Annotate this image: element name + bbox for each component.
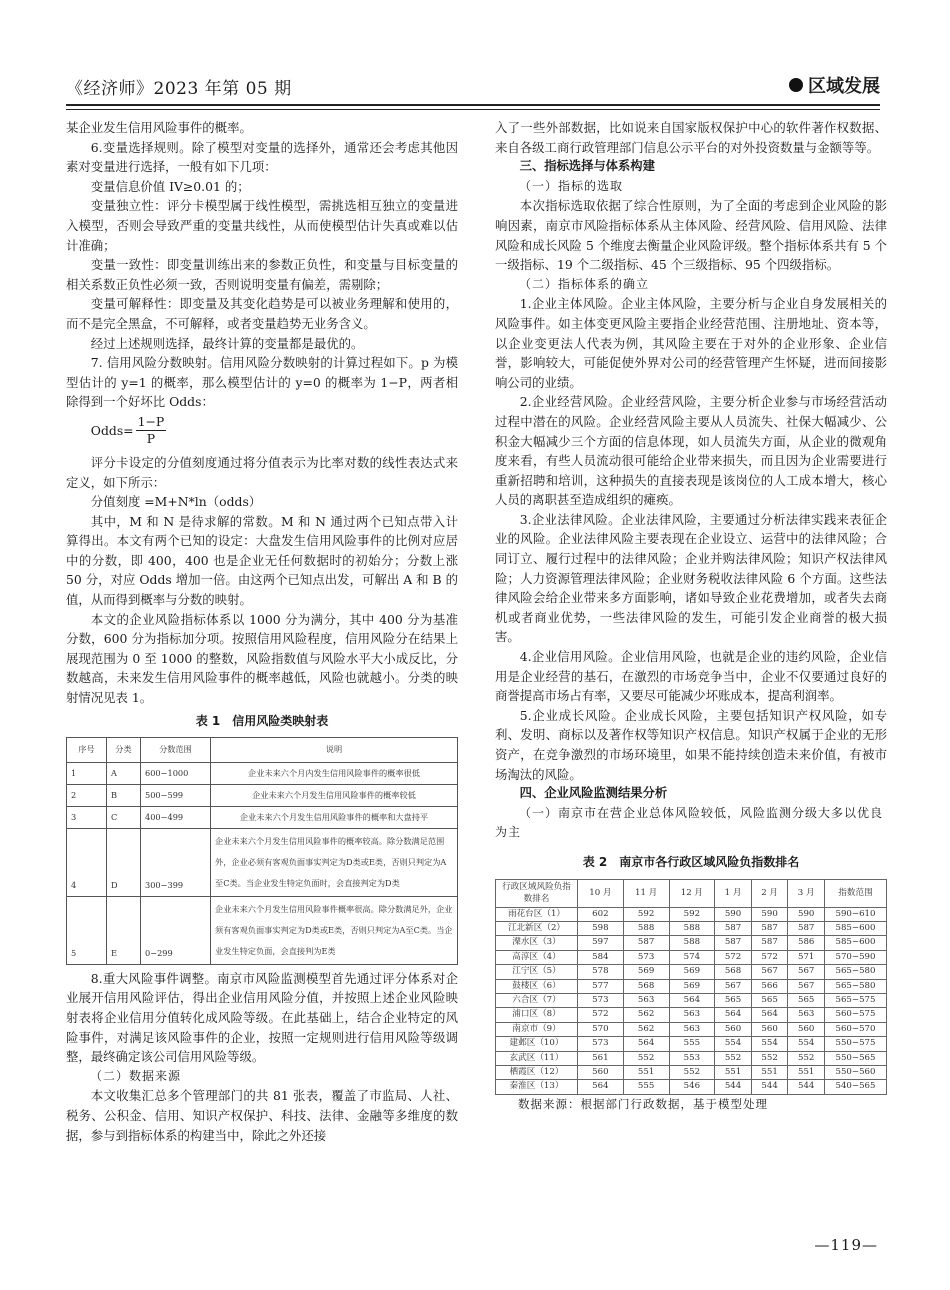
- table-cell: 564: [578, 1080, 624, 1094]
- table-cell: 555: [623, 1080, 669, 1094]
- table-cell: 562: [623, 1008, 669, 1022]
- right-column: [495, 118, 887, 1114]
- section-label: 区域发展: [808, 76, 880, 97]
- table-cell: 552: [669, 1066, 715, 1080]
- table-cell: 574: [669, 950, 715, 964]
- table-cell: A: [107, 762, 141, 784]
- table-cell: 3: [67, 806, 107, 828]
- table-body: [496, 907, 887, 1094]
- subsection-heading: （二）数据来源: [90, 1068, 182, 1083]
- table-cell: 560−575: [825, 1008, 887, 1022]
- table-cell: 564: [715, 1008, 752, 1022]
- section-heading: 三、指标选择与体系构建: [519, 159, 655, 174]
- table-cell: 玄武区（11）: [496, 1051, 578, 1065]
- table-cell: 560: [578, 1066, 624, 1080]
- table-cell: 567: [788, 965, 825, 979]
- table-cell: 585−600: [825, 921, 887, 935]
- table-cell: 584: [578, 950, 624, 964]
- table-row: [496, 950, 887, 964]
- paragraph: 变量可解释性：即变量及其变化趋势是可以被业务理解和使用的，而不是完全黑盒，不可解释，或者变量趋势无业务含义。: [66, 296, 458, 331]
- table-cell: 551: [788, 1066, 825, 1080]
- table-header: 12 月: [669, 879, 715, 907]
- table-cell: 544: [715, 1080, 752, 1094]
- table-cell: 602: [578, 907, 624, 921]
- table-row: [496, 979, 887, 993]
- table-header: 说明: [211, 738, 458, 763]
- table-cell: 企业未来六个月发生信用风险事件概率很高。除分数满足外，企业须有客观负面事实判定为D类或E类，否则只判定为A至C类。当企业发生特定负面，会直接判为E类: [211, 896, 458, 964]
- paragraph: 7. 信用风险分数映射。信用风险分数映射的计算过程如下。p 为模型估计的 y=1 的概率，那么模型估计的 y=0 的概率为 1−P，两者相除得到一个好坏比 Odds：: [66, 355, 458, 410]
- table-cell: 1: [67, 762, 107, 784]
- section-title: [789, 72, 880, 98]
- table-cell: E: [107, 896, 141, 964]
- table-cell: 560: [751, 1022, 788, 1036]
- table-cell: 573: [578, 1037, 624, 1051]
- table-cell: 564: [623, 1037, 669, 1051]
- table-cell: 569: [669, 979, 715, 993]
- paragraph: 本次指标选取依据了综合性原则，为了全面的考虑到企业风险的影响因素，南京市风险指标体系从主体风险、经营风险、信用风险、法律风险和成长风险 5 个维度去衡量企业风险评级。整个指标体系共有 5 个一级指标、19 个二级指标、45 个三级指标、95 个四级指标。: [495, 198, 887, 273]
- table-row: [496, 1051, 887, 1065]
- table-header: 序号: [67, 738, 107, 763]
- table-cell: 561: [578, 1051, 624, 1065]
- paragraph: 某企业发生信用风险事件的概率。: [66, 120, 252, 135]
- paragraph: 分值刻度 =M+N*ln（odds）: [90, 494, 262, 510]
- paragraph: 本文收集汇总多个管理部门的共 81 张表，覆盖了市监局、人社、税务、公积金、信用、知识产权保护、科技、法律、金融等多维度的数据，参与到指标体系的构建当中，除此之外还接: [66, 1088, 458, 1143]
- table-cell: C: [107, 806, 141, 828]
- table-cell: 565: [788, 994, 825, 1008]
- table-cell: 571: [788, 950, 825, 964]
- table-cell: 588: [623, 921, 669, 935]
- table-cell: 江北新区（2）: [496, 921, 578, 935]
- table-cell: 565: [751, 994, 788, 1008]
- table-header: 3 月: [788, 879, 825, 907]
- table-cell: 588: [669, 936, 715, 950]
- table-cell: 598: [578, 921, 624, 935]
- subsection-heading: （一）指标的选取: [519, 178, 624, 193]
- table-cell: 590: [788, 907, 825, 921]
- table-row: [67, 762, 458, 784]
- table-cell: 563: [623, 994, 669, 1008]
- table-cell: 秦淮区（13）: [496, 1080, 578, 1094]
- table-cell: 企业未来六个月发生信用风险事件的概率较高。除分数满足范围外，企业必须有客观负面事实判定为D类或E类，否则只判定为A至C类。当企业发生特定负面时，会直接判定为D类: [211, 828, 458, 896]
- table-cell: 企业未来六个月发生信用风险事件的概率较低: [211, 784, 458, 806]
- table1-caption: 表 1 信用风险类映射表: [195, 713, 329, 728]
- table-cell: 雨花台区（1）: [496, 907, 578, 921]
- subsection-heading: （二）指标体系的确立: [519, 276, 650, 291]
- table-cell: 592: [669, 907, 715, 921]
- paragraph: 2.企业经营风险。企业经营风险，主要分析企业参与市场经营活动过程中潜在的风险。企业经营风险主要从人员流失、社保大幅减少、公积金大幅减少三个方面的信息体现，如人员流失方面，从企业的微观角度来看，有些人员流动很可能给企业带来损失，而且因为企业需要进行重新招聘和培训，这种损失的直接表现是该岗位的人工成本增大，核心人员的离职甚至造成组织的瘫痪。: [495, 394, 887, 508]
- table-cell: 590−610: [825, 907, 887, 921]
- table-row: [496, 965, 887, 979]
- table-cell: 572: [751, 950, 788, 964]
- table-cell: 562: [623, 1022, 669, 1036]
- table-cell: 552: [788, 1051, 825, 1065]
- table-cell: 552: [751, 1051, 788, 1065]
- table-cell: 573: [623, 950, 669, 964]
- table-cell: 577: [578, 979, 624, 993]
- paragraph: 5.企业成长风险。企业成长风险，主要包括知识产权风险，如专利、发明、商标以及著作权等知识产权信息。知识产权属于企业的无形资产，在竞争激烈的市场环境里，如果不能持续创造未来价值，有被市场淘汰的风险。: [495, 707, 887, 782]
- table-header: 行政区域风险负指数排名: [496, 879, 578, 907]
- table-cell: 588: [669, 921, 715, 935]
- table-header: 指数范围: [825, 879, 887, 907]
- table-cell: 563: [669, 1008, 715, 1022]
- table-row: [496, 921, 887, 935]
- table-cell: 560: [788, 1022, 825, 1036]
- table-row: [496, 907, 887, 921]
- paragraph: 本文的企业风险指标体系以 1000 分为满分，其中 400 分为基准分数，600 分为指标加分项。按照信用风险程度，信用风险分在结果上展现范围为 0 至 1000 的整数，风险指数值与风险水平大小成反比，分数越高，未来发生信用风险事件的概率越低，风险也就越小。分类的映射情况见表 1。: [66, 611, 458, 706]
- table-cell: 300−399: [141, 828, 211, 896]
- table-row: [67, 784, 458, 806]
- table-cell: 552: [715, 1051, 752, 1065]
- table-header: 分类: [107, 738, 141, 763]
- table-cell: 560−570: [825, 1022, 887, 1036]
- table-cell: 573: [578, 994, 624, 1008]
- table-cell: 560: [715, 1022, 752, 1036]
- bullet-dot-icon: [789, 78, 803, 92]
- paragraph: 8.重大风险事件调整。南京市风险监测模型首先通过评分体系对企业展开信用风险评估，得出企业信用风险分值，并按照上述企业风险映射表将企业信用分值转化成风险等级。在此基础上，结合企业特定的风险事件，对满足该风险事件的企业，按照一定规则进行信用风险等级调整，最终确定该公司信用风险等级。: [66, 970, 458, 1065]
- table-cell: 592: [623, 907, 669, 921]
- paragraph: 其中，M 和 N 是待求解的常数。M 和 N 通过两个已知点带入计算得出。本文有两个已知的设定：大盘发生信用风险事件的比例对应居中的分数，即 400，400 也是企业无任何数据时的初始分；分数上涨 50 分，对应 Odds 增加一倍。由这两个已知点出发，可解出 A 和 B 的值，从而得到概率与分数的映射。: [66, 513, 458, 608]
- table-row: [496, 1066, 887, 1080]
- table-cell: 鼓楼区（6）: [496, 979, 578, 993]
- table-row: [67, 896, 458, 964]
- table-row: [67, 828, 458, 896]
- table-cell: 570−590: [825, 950, 887, 964]
- table2-caption: 表 2 南京市各行政区域风险负指数排名: [582, 854, 800, 869]
- paragraph: 3.企业法律风险。企业法律风险，主要通过分析法律实践来表征企业的风险。企业法律风险主要表现在企业设立、运营中的法律风险；合同订立、履行过程中的法律风险；企业并购法律风险；知识产权法律风险；人力资源管理法律风险；企业财务税收法律风险 6 个方面。这些法律风险会给企业带来多方面影响，诸如导致企业花费增加，或者失去商机或者商业优势，一些法律风险的发生，可能引发企业商誉的极大损害。: [495, 511, 887, 645]
- table-cell: 563: [669, 1022, 715, 1036]
- table-cell: 563: [788, 1008, 825, 1022]
- table-cell: 5: [67, 896, 107, 964]
- table-cell: 565−580: [825, 965, 887, 979]
- table-cell: 567: [751, 965, 788, 979]
- table-cell: 568: [623, 979, 669, 993]
- header-rule-thin: [66, 109, 880, 110]
- table-cell: 552: [623, 1051, 669, 1065]
- table-cell: 企业未来六个月内发生信用风险事件的概率很低: [211, 762, 458, 784]
- table-cell: 587: [623, 936, 669, 950]
- table-cell: 578: [578, 965, 624, 979]
- table-cell: 540−565: [825, 1080, 887, 1094]
- journal-issue: 《经济师》2023 年第 05 期: [66, 79, 292, 99]
- table-cell: 544: [751, 1080, 788, 1094]
- table-cell: 栖霞区（12）: [496, 1066, 578, 1080]
- table-row: [496, 936, 887, 950]
- table-cell: 587: [715, 936, 752, 950]
- table-cell: 550−560: [825, 1066, 887, 1080]
- table-cell: 565: [715, 994, 752, 1008]
- table-header: 11 月: [623, 879, 669, 907]
- table-cell: 587: [751, 936, 788, 950]
- table-cell: 590: [715, 907, 752, 921]
- table-cell: 浦口区（8）: [496, 1008, 578, 1022]
- table-cell: 567: [715, 979, 752, 993]
- paragraph: 变量信息价值 IV≥0.01 的；: [90, 178, 250, 194]
- paragraph: 4.企业信用风险。企业信用风险，也就是企业的违约风险，企业信用是企业经营的基石，在激烈的市场竞争当中，企业不仅要通过良好的商誉提高市场占有率，又要尽可能减少坏账成本，提高利润率。: [495, 649, 887, 704]
- table-row: [496, 1037, 887, 1051]
- table-cell: 569: [623, 965, 669, 979]
- risk-mapping-table: [66, 737, 458, 965]
- table-cell: 587: [788, 921, 825, 935]
- paragraph: 6.变量选择规则。除了模型对变量的选择外，通常还会考虑其他因素对变量进行选择，一般有如下几项：: [66, 139, 458, 175]
- table-cell: 600−1000: [141, 762, 211, 784]
- table-cell: 597: [578, 936, 624, 950]
- table-cell: 586: [788, 936, 825, 950]
- district-ranking-table: [495, 879, 887, 1095]
- table-cell: 570: [578, 1022, 624, 1036]
- table-cell: 六合区（7）: [496, 994, 578, 1008]
- table-row: [496, 1008, 887, 1022]
- paragraph: 评分卡设定的分值刻度通过将分值表示为比率对数的线性表达式来定义，如下所示：: [66, 454, 458, 490]
- table-cell: 0−299: [141, 896, 211, 964]
- paragraph: 变量独立性：评分卡模型属于线性模型，需挑选相互独立的变量进入模型，否则会导致严重的变量共线性，从而使模型估计失真或难以估计准确；: [66, 198, 458, 253]
- formula-denominator: P: [146, 430, 156, 446]
- table-row: [496, 1022, 887, 1036]
- table-header: 分数范围: [141, 738, 211, 763]
- odds-formula: [91, 414, 458, 447]
- table-cell: 551: [751, 1066, 788, 1080]
- table-cell: 400−499: [141, 806, 211, 828]
- table-cell: 567: [788, 979, 825, 993]
- formula-numerator: 1−P: [137, 413, 165, 429]
- table-cell: 550−565: [825, 1051, 887, 1065]
- table-cell: 544: [788, 1080, 825, 1094]
- table-cell: 565−575: [825, 994, 887, 1008]
- table-cell: 企业未来六个月发生信用风险事件的概率和大盘持平: [211, 806, 458, 828]
- table-cell: 南京市（9）: [496, 1022, 578, 1036]
- table-cell: 551: [623, 1066, 669, 1080]
- table-cell: 572: [715, 950, 752, 964]
- table-header: 10 月: [578, 879, 624, 907]
- table-cell: 554: [751, 1037, 788, 1051]
- page-number: —119—: [814, 1236, 878, 1254]
- table-cell: 587: [751, 921, 788, 935]
- table-cell: 4: [67, 828, 107, 896]
- formula-lhs: Odds=: [90, 422, 134, 438]
- table-cell: 566: [751, 979, 788, 993]
- table-cell: 572: [578, 1008, 624, 1022]
- formula-fraction: [136, 414, 167, 447]
- table-cell: 585−600: [825, 936, 887, 950]
- left-column: [66, 118, 458, 1145]
- table-cell: 564: [751, 1008, 788, 1022]
- table-cell: 568: [715, 965, 752, 979]
- table-header: 1 月: [715, 879, 752, 907]
- table-cell: 江宁区（5）: [496, 965, 578, 979]
- section-heading: 四、企业风险监测结果分析: [519, 786, 668, 801]
- paragraph: 1.企业主体风险。企业主体风险，主要分析与企业自身发展相关的风险事件。如主体变更风险主要指企业经营范围、注册地址、资本等，以企业变更法人代表为例，其风险主要在于对外的企业形象、企业信誉，影响较大，可能促使外界对公司的经营管理产生怀疑，进而间接影响公司的业绩。: [495, 296, 887, 390]
- table-cell: 554: [715, 1037, 752, 1051]
- table-cell: 2: [67, 784, 107, 806]
- table-cell: 554: [788, 1037, 825, 1051]
- table-cell: 溧水区（3）: [496, 936, 578, 950]
- table-cell: 500−599: [141, 784, 211, 806]
- table-cell: 564: [669, 994, 715, 1008]
- table-cell: 高淳区（4）: [496, 950, 578, 964]
- header-rule: [66, 104, 880, 106]
- table-cell: 555: [669, 1037, 715, 1051]
- table-header: 2 月: [751, 879, 788, 907]
- table-cell: B: [107, 784, 141, 806]
- table-cell: 546: [669, 1080, 715, 1094]
- table-cell: 553: [669, 1051, 715, 1065]
- table-cell: 550−575: [825, 1037, 887, 1051]
- table-row: [67, 806, 458, 828]
- table-source: 数据来源：根据部门行政数据，基于模型处理: [518, 1096, 768, 1111]
- paragraph: 变量一致性：即变量训练出来的参数正负性，和变量与目标变量的相关系数正负性必须一致，否则说明变量有偏差，需剔除；: [66, 257, 458, 292]
- paragraph: 经过上述规则选择，最终计算的变量都是最优的。: [90, 335, 364, 351]
- table-cell: 569: [669, 965, 715, 979]
- subsection-heading: （一）南京市在营企业总体风险较低，风险监测分级大多以优良为主: [495, 805, 884, 840]
- table-cell: 565−580: [825, 979, 887, 993]
- table-row: [496, 994, 887, 1008]
- table-cell: D: [107, 828, 141, 896]
- table-cell: 551: [715, 1066, 752, 1080]
- table-row: [496, 1080, 887, 1094]
- table-cell: 建邺区（10）: [496, 1037, 578, 1051]
- paragraph: 入了一些外部数据，比如说来自国家版权保护中心的软件著作权数据、来自各级工商行政管理部门信息公示平台的对外投资数量与金额等等。: [495, 120, 887, 155]
- table-cell: 590: [751, 907, 788, 921]
- table-cell: 587: [715, 921, 752, 935]
